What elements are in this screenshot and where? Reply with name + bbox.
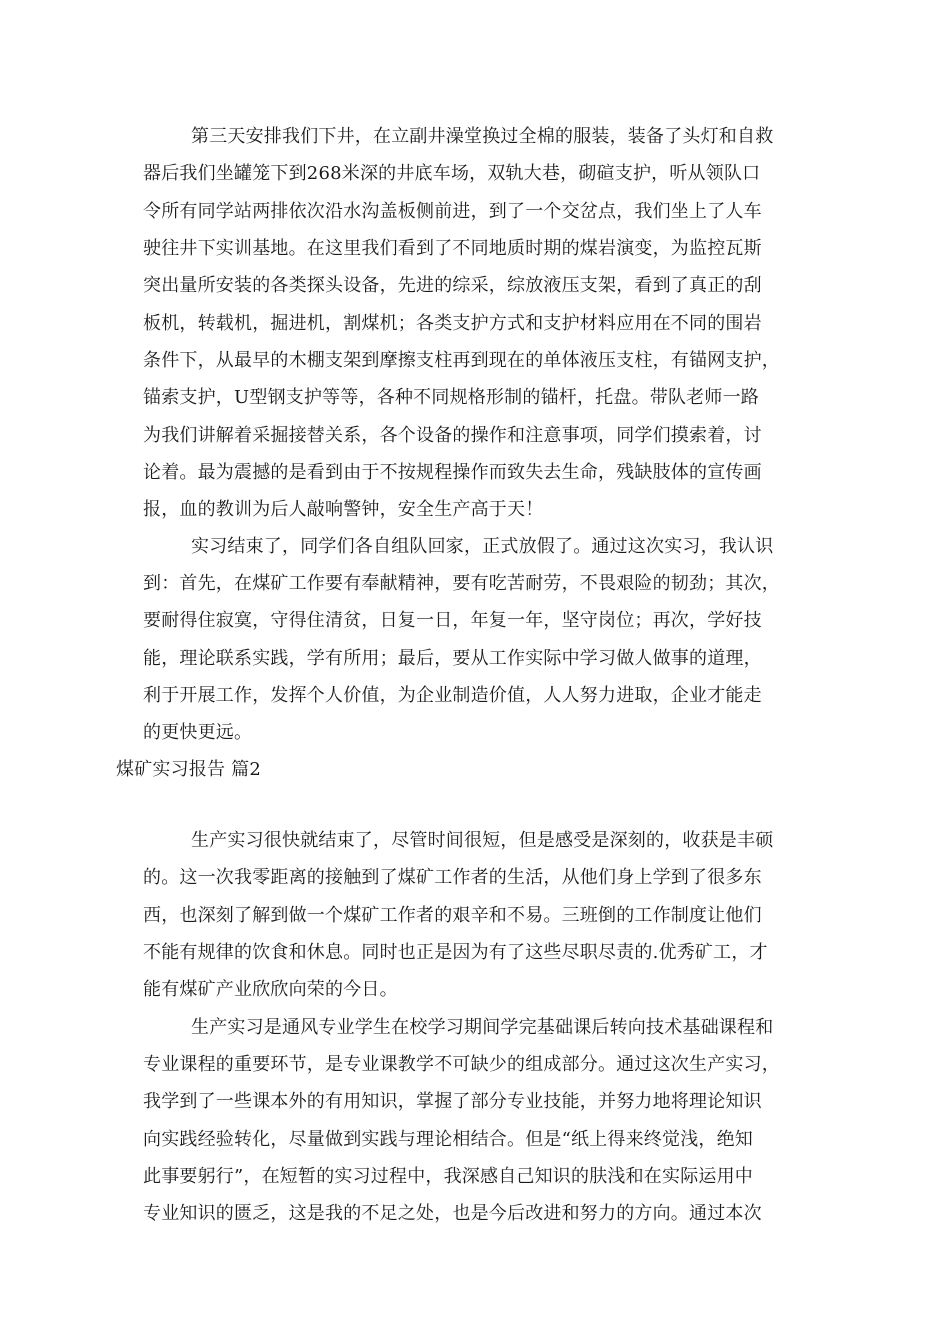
text-line: 到：首先，在煤矿工作要有奉献精神，要有吃苦耐劳，不畏艰险的韧劲；其次， [143, 573, 780, 594]
text-line: 专业知识的匮乏，这是我的不足之处，也是今后改进和努力的方向。通过本次 [143, 1203, 762, 1224]
text-line: 为我们讲解着采掘接替关系，各个设备的操作和注意事项，同学们摸索着，讨 [143, 425, 762, 446]
text-line: 第三天安排我们下井，在立副井澡堂换过全棉的服装，装备了头灯和自救 [191, 126, 774, 147]
text-line: 向实践经验转化，尽量做到实践与理论相结合。但是“纸上得来终觉浅，绝知 [143, 1129, 753, 1150]
text-line: 要耐得住寂寞，守得住清贫，日复一日，年复一年，坚守岗位；再次，学好技 [143, 610, 762, 631]
text-line: 器后我们坐罐笼下到268米深的井底车场，双轨大巷，砌碹支护，听从领队口 [143, 163, 761, 184]
text-line: 突出量所安装的各类探头设备，先进的综采，综放液压支架，看到了真正的刮 [143, 275, 762, 296]
text-line: 能有煤矿产业欣欣向荣的今日。 [143, 979, 398, 1000]
text-line: 西，也深刻了解到做一个煤矿工作者的艰辛和不易。三班倒的工作制度让他们 [143, 905, 762, 926]
text-line: 驶往井下实训基地。在这里我们看到了不同地质时期的煤岩演变，为监控瓦斯 [143, 238, 762, 259]
text-line: 利于开展工作，发挥个人价值，为企业制造价值，人人努力进取，企业才能走 [143, 685, 762, 706]
text-line: 的更快更远。 [143, 722, 253, 743]
text-line: 实习结束了，同学们各自组队回家，正式放假了。通过这次实习，我认识 [191, 536, 774, 557]
text-line: 论着。最为震撼的是看到由于不按规程操作而致失去生命，残缺肢体的宣传画 [143, 462, 762, 483]
text-line: 报，血的教训为后人敲响警钟，安全生产高于天！ [143, 499, 544, 520]
text-line: 生产实习很快就结束了，尽管时间很短，但是感受是深刻的，收获是丰硕 [191, 830, 774, 851]
text-line: 此事要躬行”，在短暂的实习过程中，我深感自己知识的肤浅和在实际运用中 [143, 1166, 753, 1187]
text-line: 我学到了一些课本外的有用知识，掌握了部分专业技能，并努力地将理论知识 [143, 1091, 762, 1112]
text-line: 不能有规律的饮食和休息。同时也正是因为有了这些尽职尽责的.优秀矿工，才 [143, 942, 768, 963]
text-line: 专业课程的重要环节，是专业课教学不可缺少的组成部分。通过这次生产实习， [143, 1054, 780, 1075]
text-line: 板机，转载机，掘进机，割煤机；各类支护方式和支护材料应用在不同的围岩 [143, 313, 762, 334]
text-line: 生产实习是通风专业学生在校学习期间学完基础课后转向技术基础课程和 [191, 1017, 774, 1038]
text-line: 令所有同学站两排依次沿水沟盖板侧前进，到了一个交岔点，我们坐上了人车 [143, 201, 762, 222]
text-line: 的。这一次我零距离的接触到了煤矿工作者的生活，从他们身上学到了很多东 [143, 867, 762, 888]
text-line: 能，理论联系实践，学有所用；最后，要从工作实际中学习做人做事的道理， [143, 648, 762, 669]
text-line: 条件下，从最早的木棚支架到摩擦支柱再到现在的单体液压支柱，有锚网支护， [143, 350, 780, 371]
section-heading: 煤矿实习报告 篇2 [116, 759, 261, 780]
text-line: 锚索支护，U型钢支护等等，各种不同规格形制的锚杆，托盘。带队老师一路 [143, 387, 759, 408]
